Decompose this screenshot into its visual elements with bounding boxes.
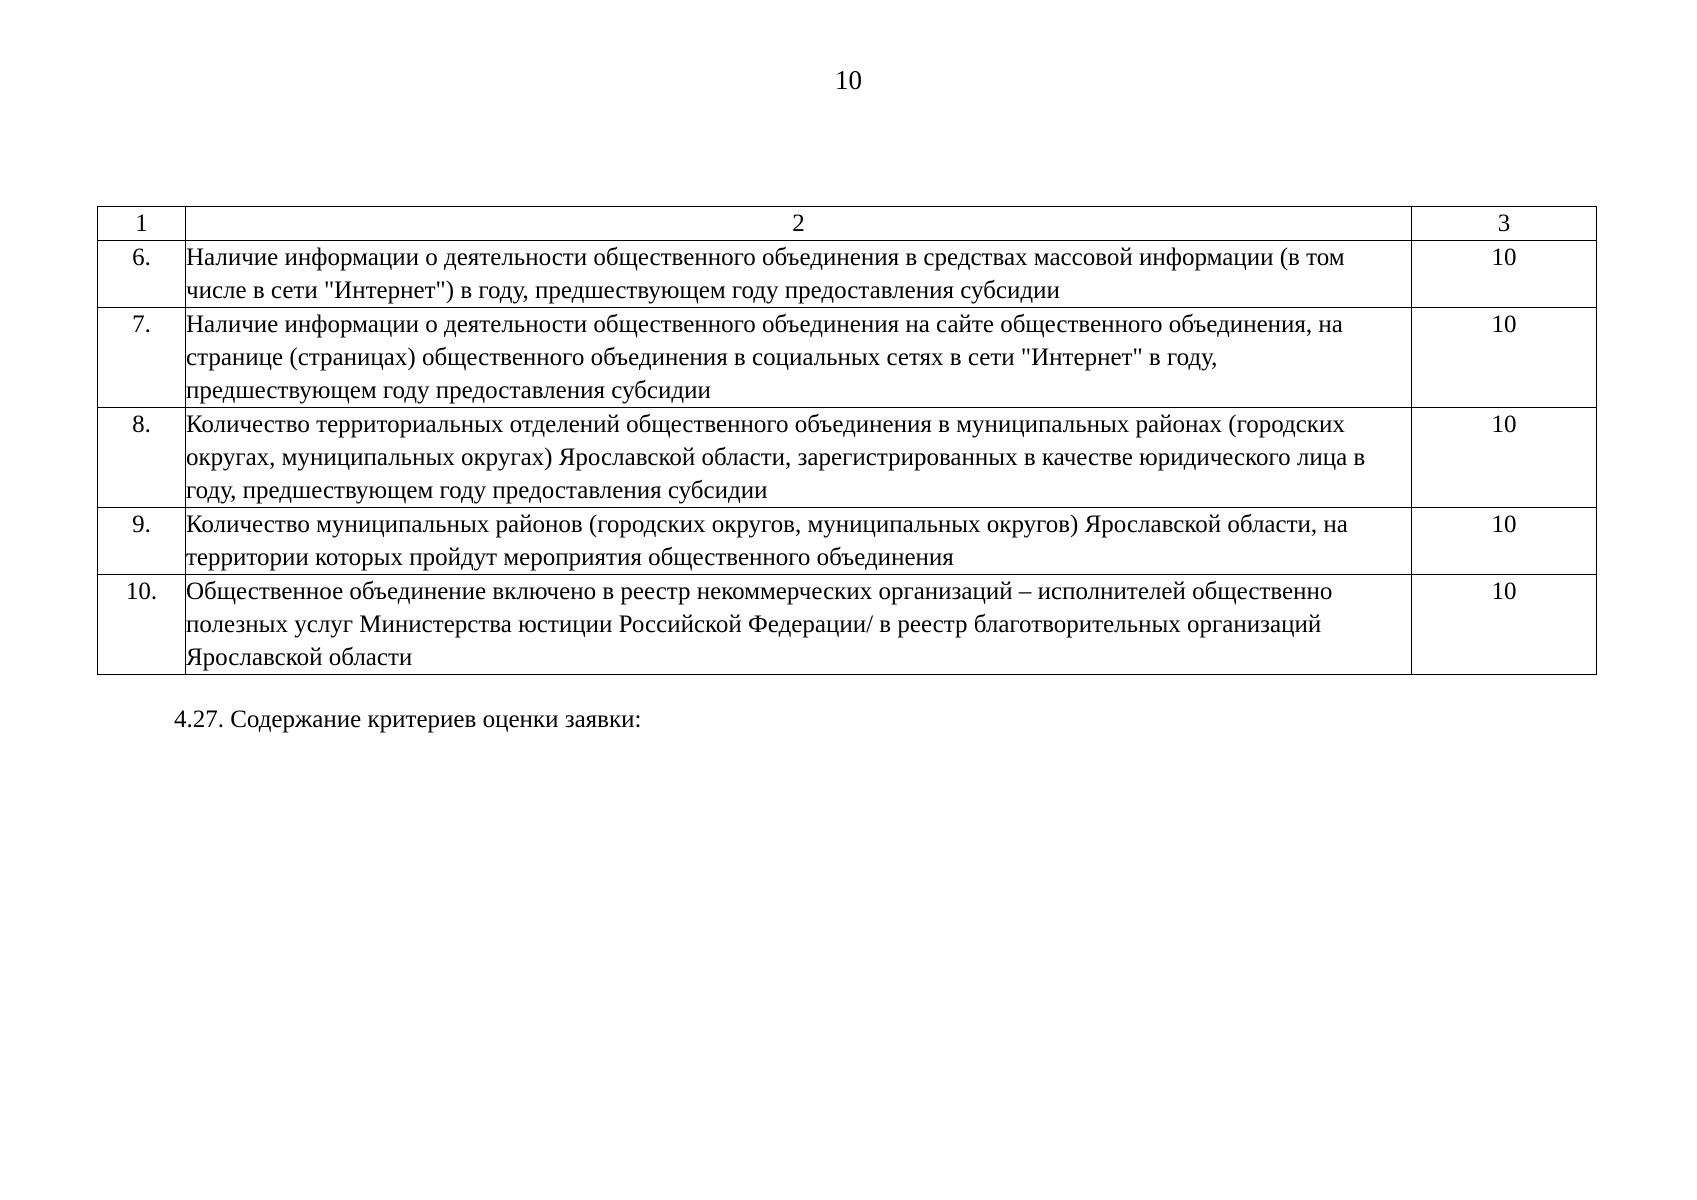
page-number: 10	[835, 65, 862, 95]
row-score: 10	[1412, 308, 1597, 408]
header-col-2: 2	[186, 207, 1412, 241]
criteria-table	[97, 206, 1597, 675]
header-col-1: 1	[98, 207, 186, 241]
table-row	[98, 508, 1597, 575]
row-criterion: Общественное объединение включено в реестр некоммерческих организаций – исполнителей общественно полезных услуг Министерства юстиции Российской Федерации/ в реестр благотворительных организаций Ярославской области	[186, 575, 1412, 675]
row-number: 7.	[98, 308, 186, 408]
table-header-row	[98, 207, 1597, 241]
table-row	[98, 308, 1597, 408]
header-col-3: 3	[1412, 207, 1597, 241]
section-paragraph: 4.27. Содержание критериев оценки заявки:	[174, 706, 642, 733]
table-row	[98, 408, 1597, 508]
table-row	[98, 575, 1597, 675]
row-criterion: Количество территориальных отделений общественного объединения в муниципальных районах (городских округах, муниципальных округах) Ярославской области, зарегистрированных в качестве юридического лица в году, предшествующем году предоставления субсидии	[186, 408, 1412, 508]
row-number: 10.	[98, 575, 186, 675]
table-row	[98, 241, 1597, 308]
row-criterion: Количество муниципальных районов (городских округов, муниципальных округов) Ярославской области, на территории которых пройдут мероприятия общественного объединения	[186, 508, 1412, 575]
row-number: 9.	[98, 508, 186, 575]
row-score: 10	[1412, 408, 1597, 508]
row-number: 6.	[98, 241, 186, 308]
row-number: 8.	[98, 408, 186, 508]
row-score: 10	[1412, 508, 1597, 575]
row-criterion: Наличие информации о деятельности общественного объединения в средствах массовой информации (в том числе в сети "Интернет") в году, предшествующем году предоставления субсидии	[186, 241, 1412, 308]
row-criterion: Наличие информации о деятельности общественного объединения на сайте общественного объединения, на странице (страницах) общественного объединения в социальных сетях в сети "Интернет" в году, предшествующем году предоставления субсидии	[186, 308, 1412, 408]
row-score: 10	[1412, 575, 1597, 675]
row-score: 10	[1412, 241, 1597, 308]
